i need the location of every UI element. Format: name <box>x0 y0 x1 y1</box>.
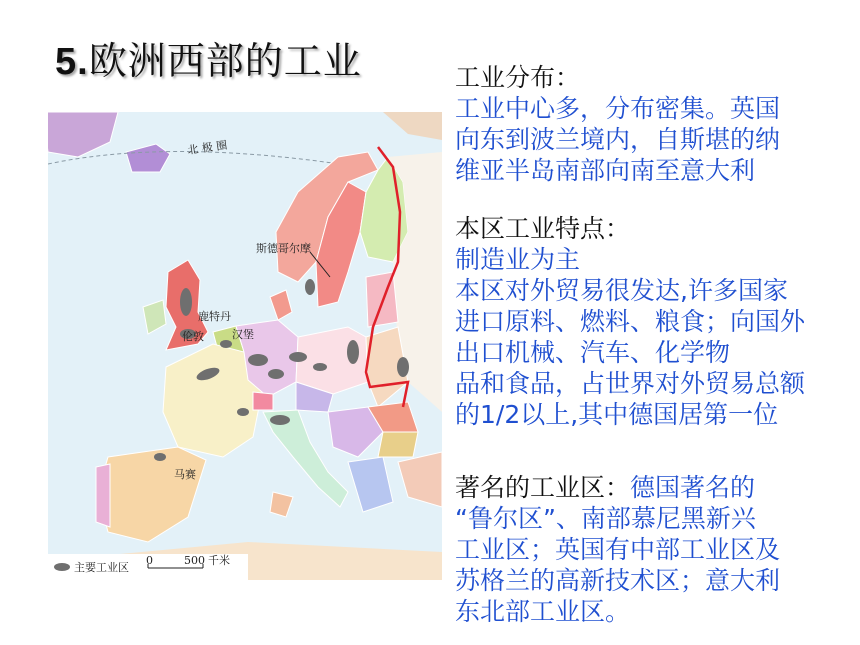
label-hamburg: 汉堡 <box>232 328 254 341</box>
legend-industrial-label: 主要工业区 <box>74 561 129 574</box>
scale-unit: 千米 <box>208 554 230 567</box>
europe-industry-map <box>48 112 442 580</box>
section-distribution <box>455 62 855 186</box>
features-line-2: 本区对外贸易很发达,许多国家 <box>455 276 788 305</box>
label-rotterdam: 鹿特丹 <box>198 310 231 323</box>
features-line-4: 出口机械、汽车、化学物 <box>455 338 731 367</box>
distribution-line-1: 工业中心多，分布密集。英国 <box>455 94 781 123</box>
distribution-heading: 工业分布： <box>455 63 581 92</box>
features-line-1: 制造业为主 <box>455 245 581 274</box>
section-famous <box>455 472 855 627</box>
section-features <box>455 213 855 430</box>
famous-line-0: 德国著名的 <box>630 473 756 502</box>
distribution-line-3: 维亚半岛南部向南至意大利 <box>455 156 756 185</box>
famous-line-4: 东北部工业区。 <box>455 597 631 626</box>
label-london: 伦敦 <box>182 330 204 343</box>
bulgaria <box>378 432 418 457</box>
features-line-5: 品和食品，占世界对外贸易总额 <box>455 369 806 398</box>
famous-line-3: 苏格兰的高新技术区；意大利 <box>455 566 781 595</box>
scale-zero: 0 <box>146 554 153 567</box>
portugal <box>96 464 110 527</box>
label-stockholm: 斯德哥尔摩 <box>256 242 311 255</box>
title-number: 5. <box>55 41 89 83</box>
label-marseille: 马赛 <box>174 468 196 481</box>
famous-line-2: 工业区；英国有中部工业区及 <box>455 535 781 564</box>
features-line-6: 的1/2以上,其中德国居第一位 <box>455 400 779 429</box>
famous-line-1: “鲁尔区”、南部慕尼黑新兴 <box>455 504 756 533</box>
famous-heading: 著名的工业区： <box>455 473 631 502</box>
features-line-3: 进口原料、燃料、粮食；向国外 <box>455 307 806 336</box>
switzerland <box>253 392 273 410</box>
features-heading: 本区工业特点： <box>455 214 631 243</box>
label-arctic-circle: 北 极 圈 <box>186 138 229 157</box>
distribution-line-2: 向东到波兰境内，自斯堪的纳 <box>455 125 781 154</box>
legend-industrial-swatch <box>54 563 70 571</box>
slide-title <box>55 30 362 85</box>
title-text: 欧洲西部的工业 <box>88 39 362 83</box>
scale-value: 500 <box>184 554 205 567</box>
